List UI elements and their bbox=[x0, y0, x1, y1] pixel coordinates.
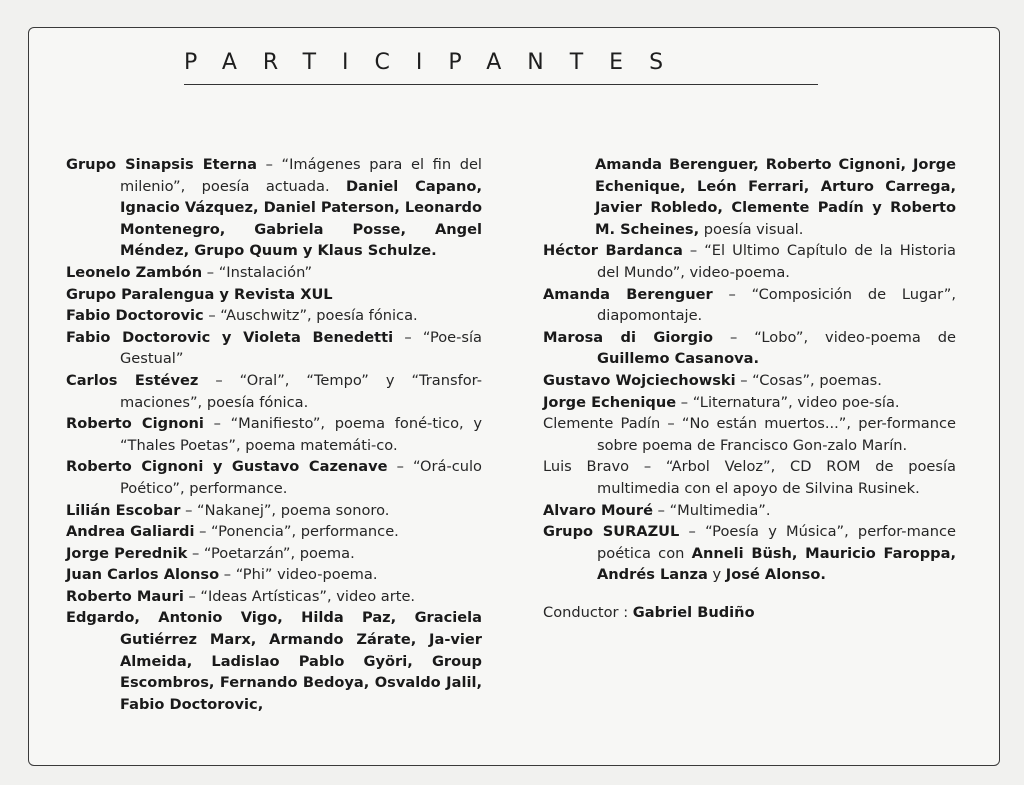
participant-entry: Grupo Sinapsis Eterna – “Imágenes para el fin del milenio”, poesía actuada. Daniel Capano, Ignacio Vázquez, Daniel Paterson, Leonardo Montenegro, Gabriela Posse, Angel Méndez, Grupo Quum y Klaus Schulze. bbox=[66, 156, 482, 260]
participant-entry: Alvaro Mouré – “Multimedia”. bbox=[543, 501, 771, 519]
participant-entry: Grupo SURAZUL – “Poesía y Música”, perfor-mance poética con Anneli Büsh, Mauricio Faroppa, Andrés Lanza y José Alonso. bbox=[543, 523, 956, 584]
participant-entry: Edgardo, Antonio Vigo, Hilda Paz, Graciela Gutiérrez Marx, Armando Zárate, Ja-vier Almeida, Ladislao Pablo Györi, Group Escombros, Fernando Bedoya, Osvaldo Jalil, Fabio Doctorovic, bbox=[66, 609, 482, 713]
participant-entry: Jorge Perednik – “Poetarzán”, poema. bbox=[66, 544, 355, 562]
participant-entry: Luis Bravo – “Arbol Veloz”, CD ROM de poesía multimedia con el apoyo de Silvina Rusinek. bbox=[543, 458, 956, 497]
participant-entry: Marosa di Giorgio – “Lobo”, video-poema de Guillemo Casanova. bbox=[543, 328, 956, 368]
participant-entry: Héctor Bardanca – “El Ultimo Capítulo de la Historia del Mundo”, video-poema. bbox=[543, 242, 956, 281]
participant-entry: Carlos Estévez – “Oral”, “Tempo” y “Transfor-maciones”, poesía fónica. bbox=[66, 371, 482, 411]
participant-entry: Fabio Doctorovic – “Auschwitz”, poesía fónica. bbox=[66, 307, 418, 325]
participant-entry: Fabio Doctorovic y Violeta Benedetti – “Poe-sía Gestual” bbox=[66, 328, 482, 368]
participant-entry: Andrea Galiardi – “Ponencia”, performance. bbox=[66, 523, 399, 541]
page-title: PARTICIPANTES bbox=[184, 50, 690, 75]
participant-entry: Juan Carlos Alonso – “Phi” video-poema. bbox=[66, 566, 378, 584]
title-underline bbox=[184, 84, 818, 85]
participant-entry: Jorge Echenique – “Liternatura”, video poe-sía. bbox=[543, 393, 900, 411]
participant-entry: Roberto Cignoni y Gustavo Cazenave – “Orá-culo Poético”, performance. bbox=[66, 458, 482, 497]
participant-entry: Leonelo Zambón – “Instalación” bbox=[66, 263, 313, 281]
participant-entry: Gustavo Wojciechowski – “Cosas”, poemas. bbox=[543, 371, 882, 389]
participant-entry: Roberto Mauri – “Ideas Artísticas”, video arte. bbox=[66, 587, 416, 605]
participant-entry: Lilián Escobar – “Nakanej”, poema sonoro. bbox=[66, 501, 390, 519]
right-column bbox=[543, 154, 956, 623]
participant-entry: Clemente Padín – “No están muertos...”, per-formance sobre poema de Francisco Gon-zalo Marín. bbox=[543, 415, 956, 454]
participant-entry: Amanda Berenguer – “Composición de Lugar”, diapomontaje. bbox=[543, 285, 956, 325]
participant-entry-continuation: Amanda Berenguer, Roberto Cignoni, Jorge Echenique, León Ferrari, Arturo Carrega, Javier Robledo, Clemente Padín y Roberto M. Scheines, poesía visual. bbox=[595, 156, 956, 238]
left-column bbox=[66, 154, 482, 715]
participant-entry: Grupo Paralengua y Revista XUL bbox=[66, 285, 333, 303]
participant-entry: Roberto Cignoni – “Manifiesto”, poema foné-tico, y “Thales Poetas”, poema matemáti-co. bbox=[66, 415, 483, 454]
conductor-line: Conductor : Gabriel Budiño bbox=[543, 603, 755, 621]
